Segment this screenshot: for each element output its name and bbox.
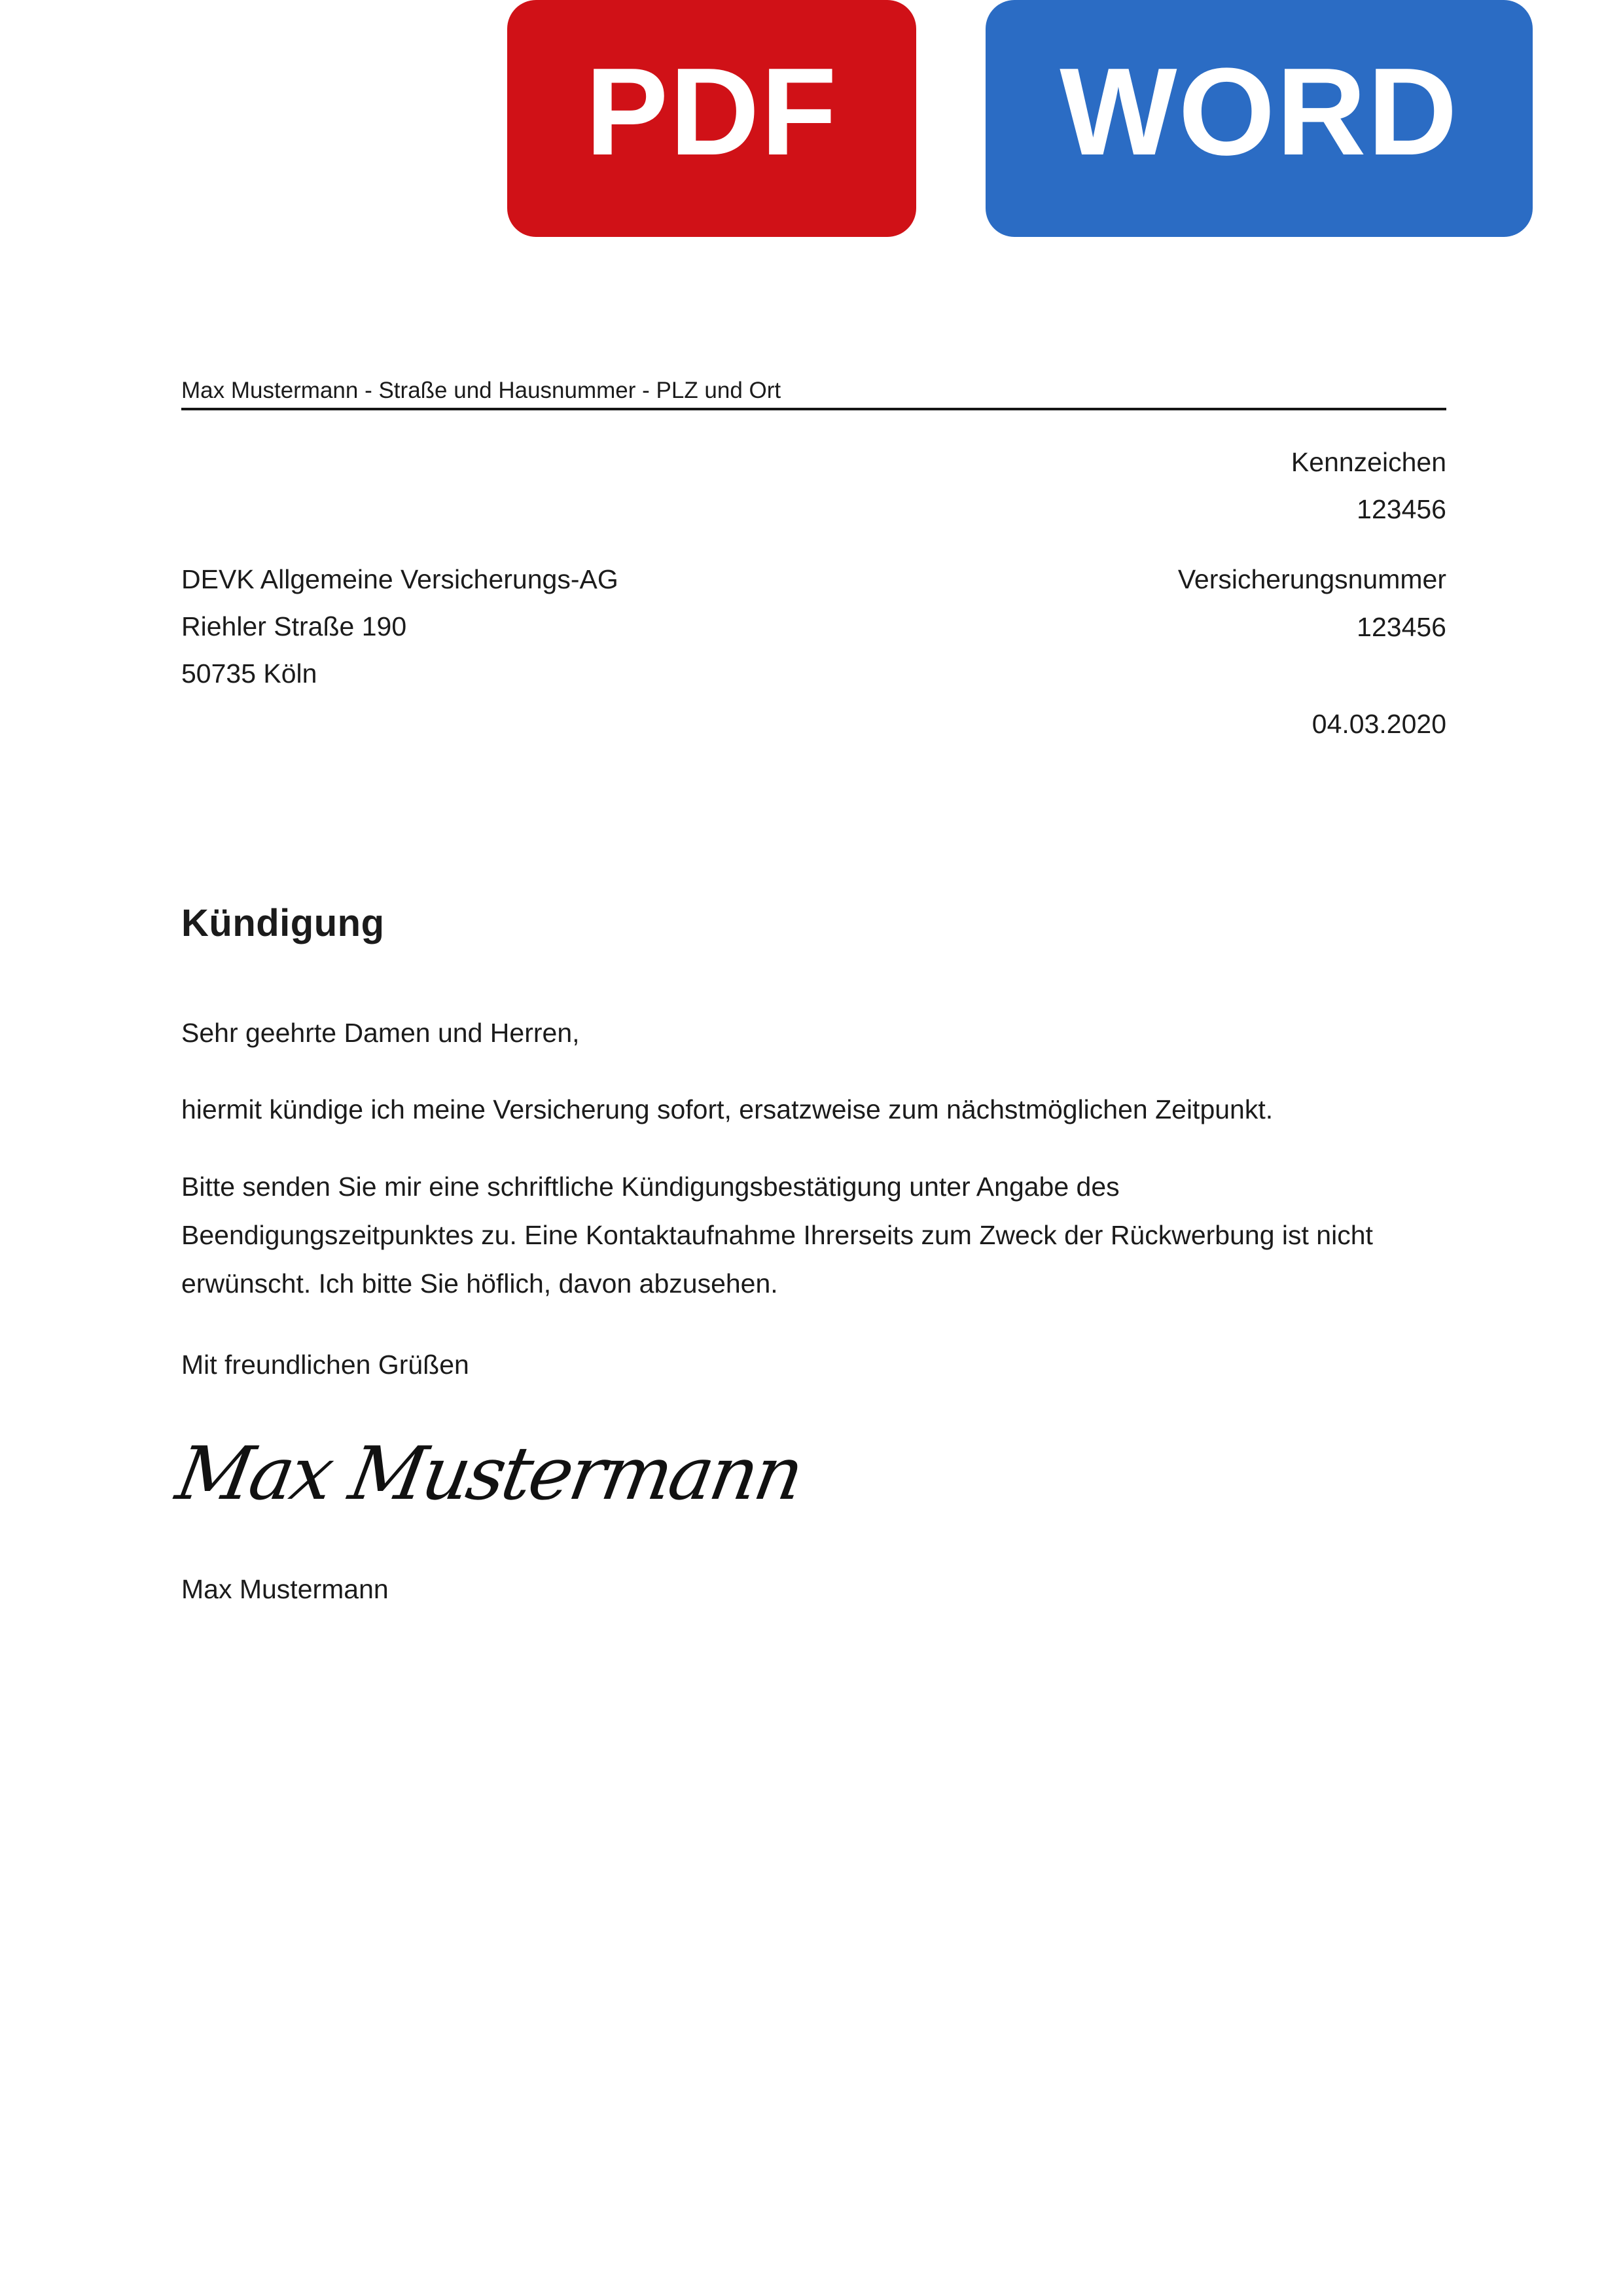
pdf-download-button[interactable] [507, 0, 916, 237]
paragraph-2-line-1: Bitte senden Sie mir eine schriftliche Kündigungsbestätigung unter Angabe des [181, 1172, 1120, 1202]
salutation: Sehr geehrte Damen und Herren, [181, 1018, 580, 1048]
paragraph-2-line-3: erwünscht. Ich bitte Sie höflich, davon abzusehen. [181, 1268, 778, 1299]
signer-printed-name: Max Mustermann [181, 1574, 389, 1604]
recipient-city: 50735 Köln [181, 658, 317, 689]
kennzeichen-value: 123456 [1357, 494, 1446, 524]
paragraph-2-line-2: Beendigungszeitpunktes zu. Eine Kontaktaufnahme Ihrerseits zum Zweck der Rückwerbung ist nicht [181, 1220, 1373, 1250]
recipient-street: Riehler Straße 190 [181, 611, 407, 641]
word-button-label: WORD [1060, 43, 1459, 181]
word-download-button[interactable] [986, 0, 1533, 237]
letter-date: 04.03.2020 [1311, 709, 1446, 739]
paragraph-1: hiermit kündige ich meine Versicherung sofort, ersatzweise zum nächstmöglichen Zeitpunkt. [181, 1094, 1274, 1124]
sender-underline-rule [181, 408, 1446, 410]
sender-address-line: Max Mustermann - Straße und Hausnummer - PLZ und Ort [181, 378, 781, 403]
closing-phrase: Mit freundlichen Grüßen [181, 1350, 469, 1380]
letter-heading: Kündigung [181, 901, 385, 944]
kennzeichen-label: Kennzeichen [1291, 447, 1446, 477]
recipient-name: DEVK Allgemeine Versicherungs-AG [181, 564, 618, 594]
versicherungsnummer-value: 123456 [1357, 612, 1446, 642]
pdf-button-label: PDF [585, 43, 838, 181]
handwritten-signature: Max Mustermann [170, 1431, 808, 1516]
versicherungsnummer-label: Versicherungsnummer [1177, 564, 1446, 594]
